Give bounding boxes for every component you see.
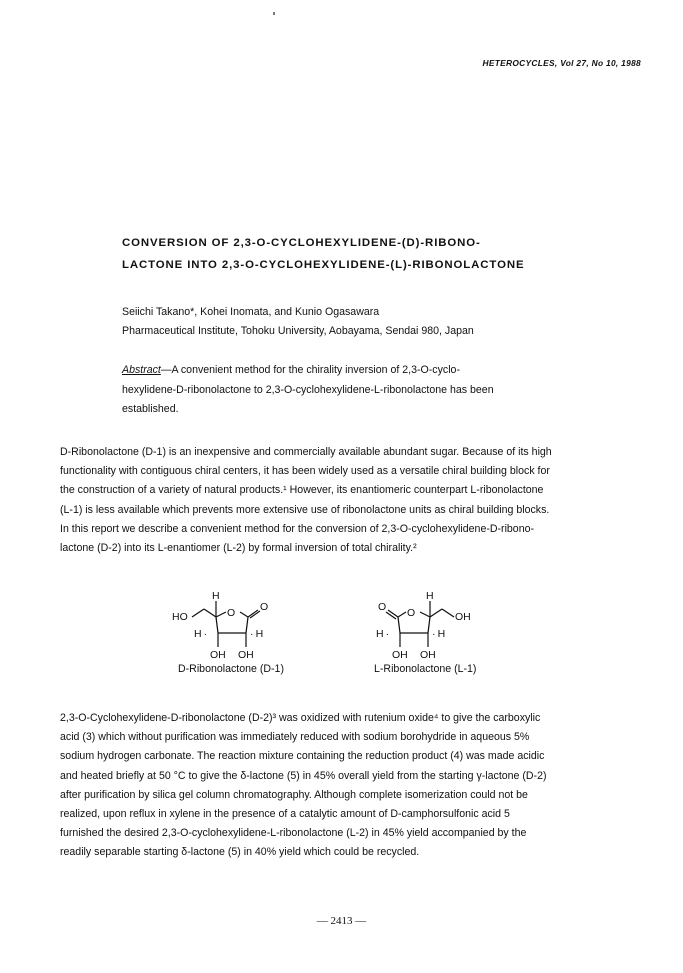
paragraph-line: D-Ribonolactone (D-1) is an inexpensive and commercially available abundant sugar. Because of its high xyxy=(60,446,552,458)
author-names: Seiichi Takano*, Kohei Inomata, and Kunio Ogasawara xyxy=(122,306,380,318)
paragraph-line: and heated briefly at 50 °C to give the δ-lactone (5) in 45% overall yield from the starting γ-lactone (D-2) xyxy=(60,769,547,782)
paragraph-line: (L-1) is less available which prevents more extensive use of ribonolactone units as chiral building blocks. xyxy=(60,503,550,516)
abstract-line: hexylidene-D-ribonolactone to 2,3-O-cyclohexylidene-L-ribonolactone has been xyxy=(122,383,494,396)
paragraph-line: readily separable starting δ-lactone (5) in 40% yield which could be recycled. xyxy=(60,846,420,859)
speck xyxy=(273,12,275,15)
atom-label: · H xyxy=(432,628,446,640)
atom-label: OH xyxy=(455,611,471,623)
structure-figure xyxy=(160,590,540,690)
abstract-label: Abstract xyxy=(122,364,161,376)
abstract-line: established. xyxy=(122,403,179,415)
atom-label: O xyxy=(407,607,416,619)
paragraph-results xyxy=(60,709,660,863)
atom-label: OH xyxy=(420,649,436,661)
paragraph-intro xyxy=(60,443,660,558)
article-title xyxy=(122,232,592,276)
author-block xyxy=(122,303,474,341)
atom-label: OH xyxy=(210,649,226,661)
title-line-1: CONVERSION OF 2,3-O-CYCLOHEXYLIDENE-(D)-RIBONO- xyxy=(122,237,481,249)
running-head: HETEROCYCLES, Vol 27, No 10, 1988 xyxy=(482,58,641,68)
atom-label: O xyxy=(260,601,269,613)
l-ribonolactone-structure xyxy=(370,590,510,662)
atom-label: H xyxy=(212,590,220,602)
figure-caption-d: D-Ribonolactone (D-1) xyxy=(178,663,284,675)
figure-caption-l: L-Ribonolactone (L-1) xyxy=(374,663,477,675)
paragraph-line: functionality with contiguous chiral centers, it has been widely used as a versatile chiral building block for xyxy=(60,465,550,478)
author-affiliation: Pharmaceutical Institute, Tohoku University, Aobayama, Sendai 980, Japan xyxy=(122,325,474,337)
paragraph-line: acid (3) which without purification was immediately reduced with sodium borohydride in aqueous 5% xyxy=(60,731,530,744)
d-ribonolactone-structure xyxy=(168,590,298,662)
paragraph-line: sodium hydrogen carbonate. The reaction mixture containing the reduction product (4) was made acidic xyxy=(60,750,545,763)
paragraph-line: In this report we describe a convenient method for the conversion of 2,3-O-cyclohexylidene-D-ribono- xyxy=(60,522,535,535)
paragraph-line: furnished the desired 2,3-O-cyclohexylidene-L-ribonolactone (L-2) in 45% yield accompanied by the xyxy=(60,827,527,840)
abstract-text: —A convenient method for the chirality inversion of 2,3-O-cyclo- xyxy=(160,364,460,376)
paragraph-line: after purification by silica gel column chromatography. Although complete isomerization could not be xyxy=(60,788,528,801)
atom-label: H · xyxy=(376,628,390,640)
page-number: — 2413 — xyxy=(316,915,367,927)
atom-label: OH xyxy=(238,649,254,661)
atom-label: H · xyxy=(194,628,208,640)
atom-label: · H xyxy=(250,628,264,640)
abstract-line xyxy=(122,361,582,381)
paragraph-line: 2,3-O-Cyclohexylidene-D-ribonolactone (D-2)³ was oxidized with rutenium oxide⁴ to give the carboxylic xyxy=(60,712,541,724)
atom-label: OH xyxy=(392,649,408,661)
paragraph-line: the construction of a variety of natural products.¹ However, its enantiomeric counterpart L-ribonolactone xyxy=(60,484,544,497)
paragraph-line: lactone (D-2) into its L-enantiomer (L-2) by formal inversion of total chirality.² xyxy=(60,542,417,555)
abstract xyxy=(122,361,582,420)
atom-label: O xyxy=(227,607,236,619)
title-line-2: LACTONE INTO 2,3-O-CYCLOHEXYLIDENE-(L)-RIBONOLACTONE xyxy=(122,259,525,271)
paragraph-line: realized, upon reflux in xylene in the presence of a catalytic amount of D-camphorsulfonic acid 5 xyxy=(60,808,510,821)
atom-label: H xyxy=(426,590,434,602)
atom-label: HO xyxy=(172,611,188,623)
atom-label: O xyxy=(378,601,387,613)
